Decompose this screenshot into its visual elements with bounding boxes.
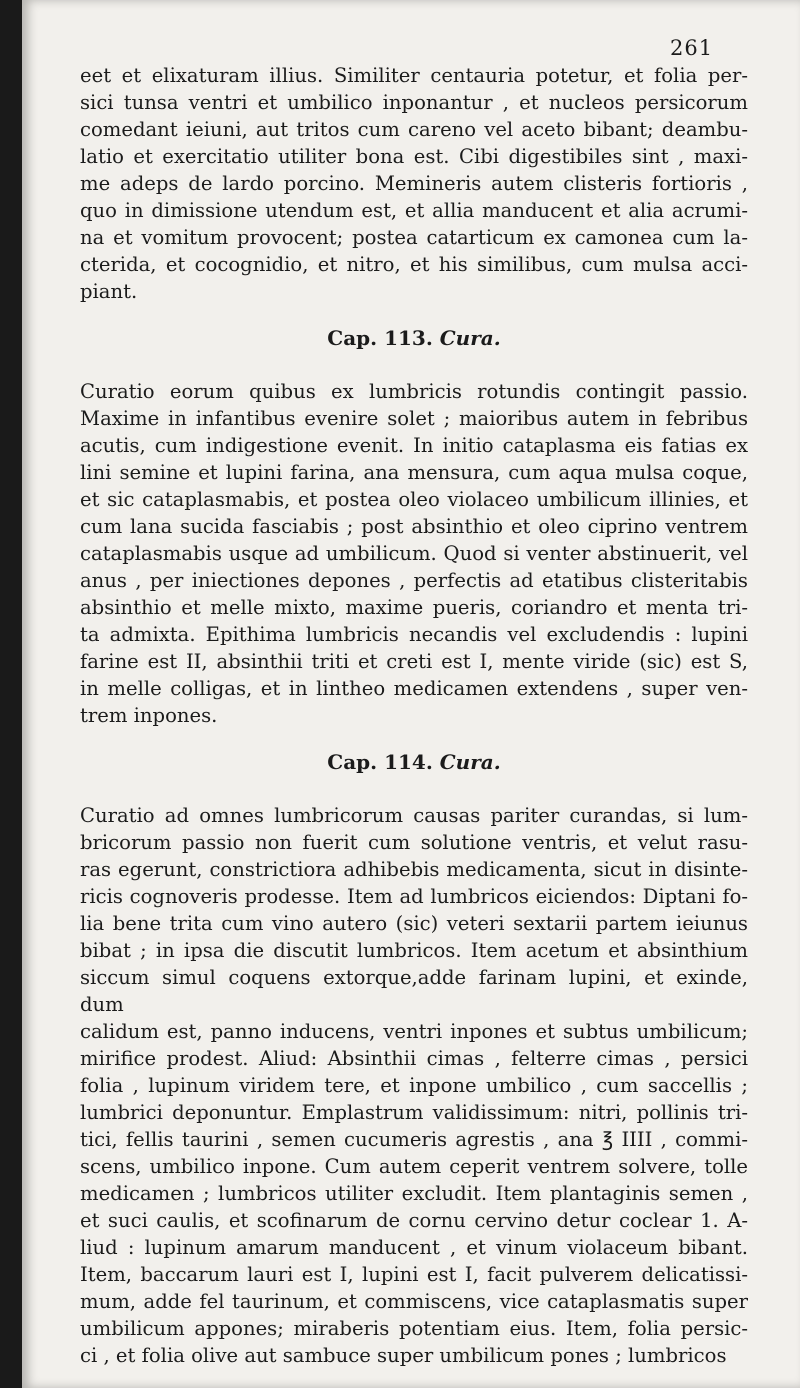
paragraph-continuation (80, 62, 748, 305)
text-line: calidum est, panno inducens, ventri inpones et subtus umbilicum; (80, 1020, 748, 1043)
text-line: siccum simul coquens extorque,adde farinam lupini, et exinde, dum (80, 966, 748, 1016)
text-line: Maxime in infantibus evenire solet ; maioribus autem in febribus (80, 407, 748, 430)
text-line: na et vomitum provocent; postea catarticum ex camonea cum la- (80, 226, 748, 249)
text-line: medicamen ; lumbricos utiliter excludit. Item plantaginis semen , (80, 1182, 748, 1205)
chapter-113-cura: Cura. (439, 326, 501, 350)
text-line: Item, baccarum lauri est I, lupini est I, facit pulverem delicatissi- (80, 1263, 748, 1286)
text-line: absinthio et melle mixto, maxime pueris, coriandro et menta tri- (80, 596, 748, 619)
text-line: mum, adde fel taurinum, et commiscens, vice cataplasmatis super (80, 1290, 748, 1313)
chapter-114-cura: Cura. (439, 750, 501, 774)
text-line: piant. (80, 280, 138, 303)
text-line: me adeps de lardo porcino. Memineris autem clisteris fortioris , (80, 172, 748, 195)
text-line: lumbrici deponuntur. Emplastrum validissimum: nitri, pollinis tri- (80, 1101, 748, 1124)
text-line: comedant ieiuni, aut tritos cum careno vel aceto bibant; deambu- (80, 118, 748, 141)
text-line: ci , et folia olive aut sambuce super umbilicum pones ; lumbricos (80, 1344, 727, 1367)
text-line: liud : lupinum amarum manducent , et vinum violaceum bibant. (80, 1236, 748, 1259)
text-line: ricis cognoveris prodesse. Item ad lumbricos eiciendos: Diptani fo- (80, 885, 748, 908)
text-line: in melle colligas, et in lintheo medicamen extendens , super ven- (80, 677, 748, 700)
text-line: et sic cataplasmabis, et postea oleo violaceo umbilicum illinies, et (80, 488, 748, 511)
text-line: bibat ; in ipsa die discutit lumbricos. Item acetum et absinthium (80, 939, 748, 962)
text-line: scens, umbilico inpone. Cum autem ceperit ventrem solvere, tolle (80, 1155, 748, 1178)
page-content (80, 62, 748, 1369)
text-line: cterida, et cocognidio, et nitro, et his similibus, cum mulsa acci- (80, 253, 748, 276)
text-line: Curatio eorum quibus ex lumbricis rotundis contingit passio. (80, 380, 748, 403)
text-line: bricorum passio non fuerit cum solutione ventris, et velut rasu- (80, 831, 748, 854)
text-line: ta admixta. Epithima lumbricis necandis vel excludendis : lupini (80, 623, 748, 646)
paragraph-chapter-113 (80, 378, 748, 729)
text-line: latio et exercitatio utiliter bona est. Cibi digestibiles sint , maxi- (80, 145, 748, 168)
text-line: cum lana sucida fasciabis ; post absinthio et oleo ciprino ventrem (80, 515, 748, 538)
text-line: farine est II, absinthii triti et creti est I, mente viride (sic) est S, (80, 650, 748, 673)
text-line: et suci caulis, et scofinarum de cornu cervino detur coclear 1. A- (80, 1209, 748, 1232)
text-line: quo in dimissione utendum est, et allia manducent et alia acrumi- (80, 199, 748, 222)
text-line: acutis, cum indigestione evenit. In initio cataplasma eis fatias ex (80, 434, 748, 457)
text-line: sici tunsa ventri et umbilico inponantur , et nucleos persicorum (80, 91, 748, 114)
text-line: ras egerunt, constrictiora adhibebis medicamenta, sicut in disinte- (80, 858, 748, 881)
text-line: Curatio ad omnes lumbricorum causas pariter curandas, si lum- (80, 804, 748, 827)
text-line: tici, fellis taurini , semen cucumeris agrestis , ana ℥ IIII , commi- (80, 1128, 748, 1151)
text-line: lia bene trita cum vino autero (sic) veteri sextarii partem ieiunus (80, 912, 748, 935)
text-line: cataplasmabis usque ad umbilicum. Quod si venter abstinuerit, vel (80, 542, 748, 565)
text-line: trem inpones. (80, 704, 218, 727)
paragraph-chapter-114 (80, 802, 748, 1369)
text-line: lini semine et lupini farina, ana mensura, cum aqua mulsa coque, (80, 461, 748, 484)
chapter-113-number: Cap. 113. (327, 326, 433, 350)
text-line: anus , per iniectiones depones , perfectis ad etatibus clisteritabis (80, 569, 748, 592)
chapter-113-heading (80, 325, 748, 352)
chapter-114-heading (80, 749, 748, 776)
text-line: folia , lupinum viridem tere, et inpone umbilico , cum saccellis ; (80, 1074, 748, 1097)
book-page (22, 0, 800, 1388)
text-line: umbilicum appones; miraberis potentiam eius. Item, folia persic- (80, 1317, 748, 1340)
chapter-114-number: Cap. 114. (327, 750, 433, 774)
text-line: eet et elixaturam illius. Similiter centauria potetur, et folia per- (80, 64, 748, 87)
page-number: 261 (670, 36, 714, 60)
text-line: mirifice prodest. Aliud: Absinthii cimas , felterre cimas , persici (80, 1047, 748, 1070)
